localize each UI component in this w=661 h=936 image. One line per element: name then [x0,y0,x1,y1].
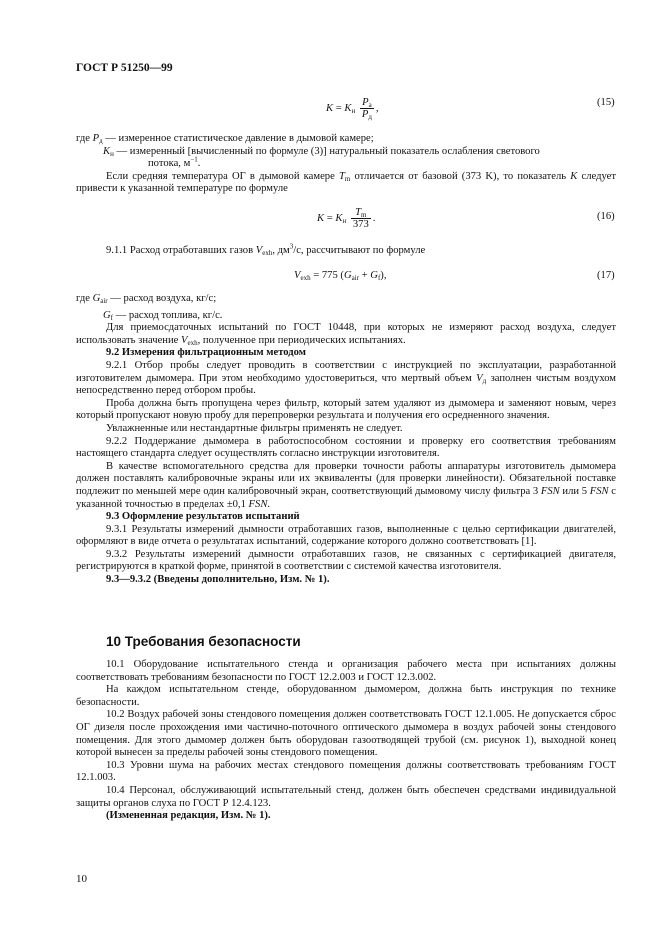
paragraph-9-3-2: 9.3.2 Результаты измерений дымности отработавших газов, не связанных с сертификацией двигателя, регистрируются в краткой форме, принятой в соответствии с системой качества изготовителя. [76,548,616,573]
equation-number-15: (15) [597,97,615,108]
fraction: $\frac{T_m}{373}$ [352,207,369,230]
main-text: где $G_{air}$ — расход воздуха, кг/с; $G_f$ — расход топлива, кг/с. Для приемосдаточных испытаний по ГОСТ 10448, при которых не измеряют расход воздуха, следует использовать значение $V_{exh}$, полученное при периодических испытаниях. 9.2 Измерения фильтрационным методом 9.2.1 Отбор пробы следует проводить в соответствии с инструкцией по эксплуатации, разработанной изготовителем дымомера. При этом необходимо удостовериться, что мертвый объем $V_д$ заполнен чистым воздухом непосредственно перед отбором пробы. Проба должна быть пропущена через фильтр, который затем удаляют из дымомера и заменяют новым, через который пропускают новую пробу для перепроверки результата и получения его осредненного значения. Увлажненные или нестандартные фильтры применять не следует. 9.2.2 Поддержание дымомера в работоспособном состоянии и проверку его соответствия требованиям настоящего стандарта следует осуществлять согласно инструкции изготовителя. В качестве вспомогательного средства для проверки точности работы аппаратуры изготовитель дымомера должен поставлять калибровочные экраны или их эквиваленты (для проверки линейности). Обязательной поставке подлежит по меньшей мере один калибровочный экран, соответствующий дымовому числу фильтра 3 FSN или 5 FSN с указанной точностью в пределах ±0,1 FSN. 9.3 Оформление результатов испытаний 9.3.1 Результаты измерений дымности отработавших газов, выполненные с целью сертификации двигателей, оформляют в виде отчета о результатах испытаний, содержание которого должно соответствовать [1]. 9.3.2 Результаты измерений дымности отработавших газов, не связанных с сертификацией двигателя, регистрируются в краткой форме, принятой в соответствии с системой качества изготовителя. 9.3—9.3.2 (Введены дополнительно, Изм. № 1). [76,293,617,586]
paragraph-10-1-b: На каждом испытательном стенде, оборудованном дымомером, должна быть инструкция по технике безопасности. [76,684,616,708]
equation-15: $K = K_н$ $\frac{P_a}{P_д}$ , [326,97,379,121]
heading-9-2: 9.2 Измерения фильтрационным методом [106,347,306,359]
standard-header: ГОСТ Р 51250—99 [76,62,173,74]
where-block-1: где $P_д$ — измеренное статистическое давление в дымовой камере; $K_н$ — измеренный [вычисленный по формуле (3)] натуральный показатель ослабления светового потока, $м^{-1}$. Если средняя температура ОГ в дымовой камере $T_m$ отличается от базовой (373 K), то показатель K следует привести к указанной температуре по формуле [76,133,616,195]
equation-number-16: (16) [597,211,615,222]
paragraph-filters: Увлажненные или нестандартные фильтры применять не следует. [106,422,403,434]
equation-17: $V_{exh} = 775$ $(G_{air} + G_f)$, [294,270,387,282]
section-10-title: 10 Требования безопасности [106,634,301,649]
paragraph-9-2-1: 9.2.1 Отбор пробы следует проводить в соответствии с инструкцией по эксплуатации, разработанной изготовителем дымомера. При этом необходимо удостовериться, что мертвый объем $V_д$ заполнен чистым воздухом непосредственно перед отбором пробы. [76,359,617,397]
paragraph-acceptance: Для приемосдаточных испытаний по ГОСТ 10448, при которых не измеряют расход воздуха, следует использовать значение $V_{exh}$, полученное при периодических испытаниях. [76,322,616,347]
paragraph-9-3-1: 9.3.1 Результаты измерений дымности отработавших газов, выполненные с целью сертификации двигателей, оформляют в виде отчета о результатах испытаний, содержание которого должно соответствовать [1]. [76,523,616,548]
paragraph-sample: Проба должна быть пропущена через фильтр, который затем удаляют из дымомера и заменяют новым, через который пропускают новую пробу для перепроверки результата и получения его осредненного значения. [76,397,616,422]
paragraph-9-2-2: 9.2.2 Поддержание дымомера в работоспособном состоянии и проверку его соответствия требованиям настоящего стандарта следует осуществлять согласно инструкции изготовителя. [76,435,616,460]
fraction: $\frac{P_a}{P_д}$ [361,97,372,121]
equation-16: $K = K_н$ $\frac{T_m}{373}$ . [317,207,376,230]
paragraph-10-2: 10.2 Воздух рабочей зоны стендового помещения должен соответствовать ГОСТ 12.1.005. Не допускается сброс ОГ дизеля после прохождения ими частично-поточного оптического дымомера в воздух рабочей зоны стендового помещения. Для этого дымомер должен быть оборудован газоотводящей трубой (см. рисунок 1), выходной конец которой вынесен за пределы рабочей зоны стендового помещения. [76,709,616,759]
section-10-text [76,659,616,823]
heading-9-3: 9.3 Оформление результатов испытаний [106,511,300,523]
amendment-note-added: 9.3—9.3.2 (Введены дополнительно, Изм. № 1). [106,574,330,586]
paragraph-auxiliary: В качестве вспомогательного средства для проверки точности работы аппаратуры изготовитель дымомера должен поставлять калибровочные экраны или их эквиваленты (для проверки линейности). Обязательной поставке подлежит по меньшей мере один калибровочный экран, соответствующий дымовому числу фильтра 3 FSN или 5 FSN с указанной точностью в пределах ±0,1 FSN. [76,460,616,510]
paragraph-9-1-1: 9.1.1 Расход отработавших газов $V_{exh}$, $дм^3/с$, рассчитывают по формуле [106,242,426,257]
paragraph-10-1: 10.1 Оборудование испытательного стенда и организация рабочего места при испытаниях должны соответствовать требованиям безопасности по ГОСТ 12.2.003 и ГОСТ 12.3.002. [76,659,616,683]
paragraph-10-3: 10.3 Уровни шума на рабочих местах стендового помещения должны соответствовать требованиям ГОСТ 12.1.003. [76,759,616,784]
equation-number-17: (17) [597,270,615,281]
page-number: 10 [76,873,87,885]
amendment-note-changed: (Измененная редакция, Изм. № 1). [106,810,271,822]
paragraph-10-4: 10.4 Персонал, обслуживающий испытательный стенд, должен быть обеспечен средствами индивидуальной защиты органов слуха по ГОСТ Р 12.4.123. [76,784,616,809]
